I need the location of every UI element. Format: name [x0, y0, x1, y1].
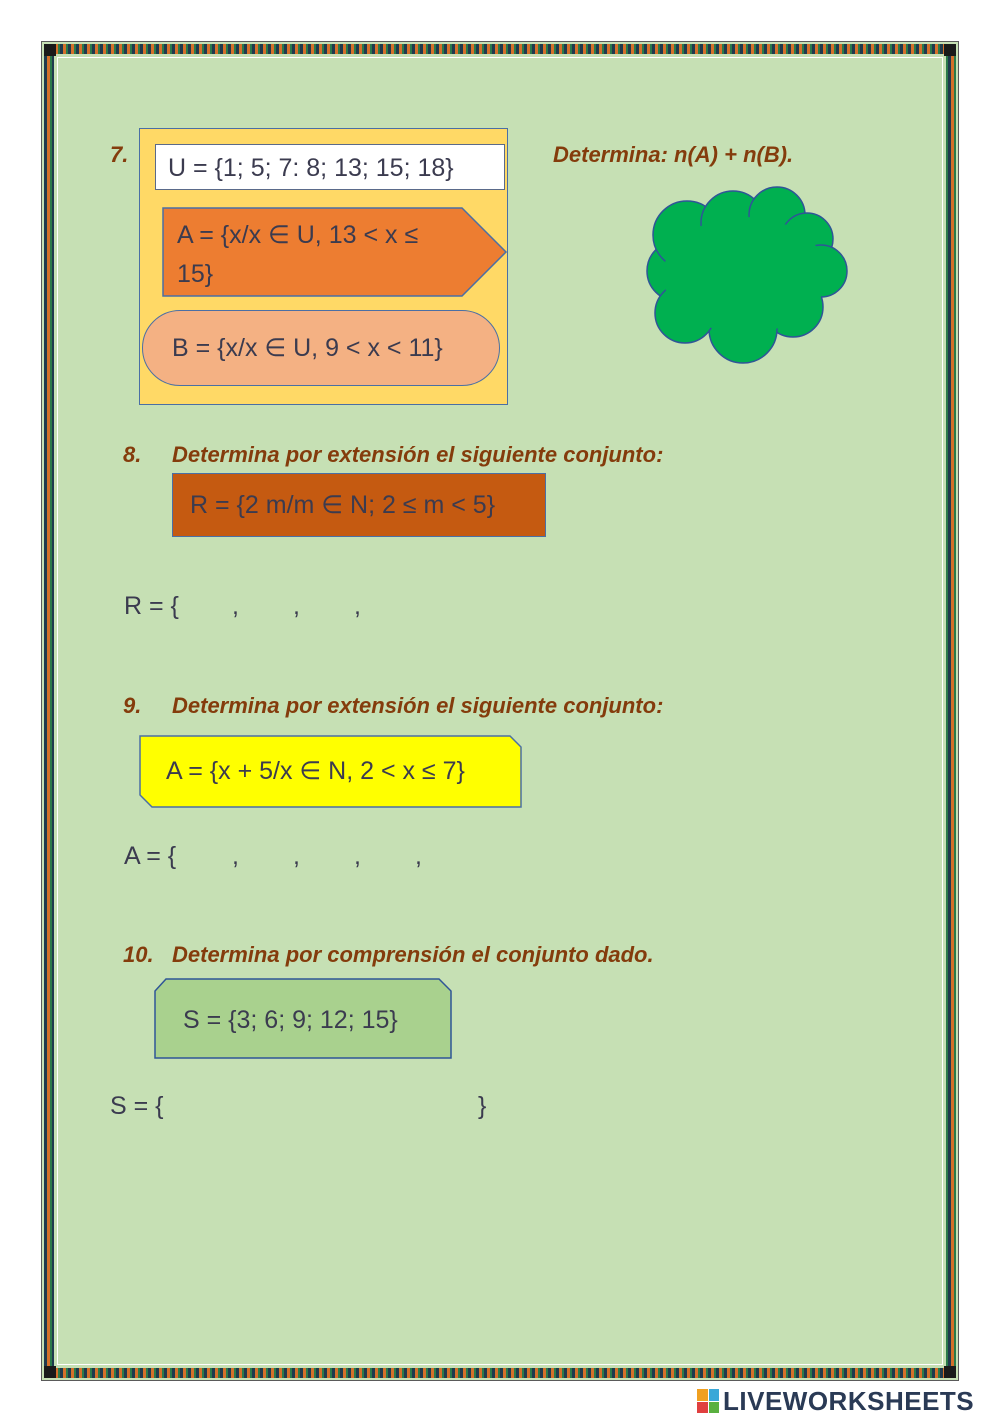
answer-r-comma: , [232, 592, 239, 620]
answer-a-prefix: A = { [124, 842, 177, 870]
question-9-number: 9. [123, 693, 142, 718]
answer-a-comma: , [293, 842, 300, 870]
liveworksheets-logo-text: LIVEWORKSHEETS [723, 1385, 975, 1416]
question-7-instruction: Determina: n(A) + n(B). [553, 142, 794, 167]
question-7-number: 7. [110, 142, 129, 167]
liveworksheets-logo-icon [697, 1389, 719, 1413]
cloud-shape [625, 183, 853, 367]
answer-s-suffix: } [478, 1092, 487, 1120]
border-corner [944, 44, 956, 56]
answer-a-comma: , [415, 842, 422, 870]
answer-s-prefix: S = { [110, 1092, 164, 1120]
answer-a-comma: , [354, 842, 361, 870]
border-corner [944, 1366, 956, 1378]
answer-r-prefix: R = { [124, 592, 179, 620]
set-b: B = {x/x ∈ U, 9 < x < 11} [172, 334, 443, 362]
answer-r-comma: , [354, 592, 361, 620]
border-corner [44, 44, 56, 56]
border-corner [44, 1366, 56, 1378]
set-a-line-1: A = {x/x ∈ U, 13 < x ≤ [177, 221, 419, 249]
answer-r-comma: , [293, 592, 300, 620]
set-a-line-2: 15} [177, 260, 214, 288]
set-s: S = {3; 6; 9; 12; 15} [183, 1006, 398, 1034]
answer-a-comma: , [232, 842, 239, 870]
set-r: R = {2 m/m ∈ N; 2 ≤ m < 5} [190, 491, 496, 519]
set-a9: A = {x + 5/x ∈ N, 2 < x ≤ 7} [166, 757, 465, 785]
question-10-instruction: Determina por comprensión el conjunto dado. [172, 942, 654, 967]
question-8-number: 8. [123, 442, 142, 467]
question-8-instruction: Determina por extensión el siguiente conjunto: [172, 442, 664, 467]
universe-set: U = {1; 5; 7: 8; 13; 15; 18} [168, 154, 454, 182]
question-10-number: 10. [123, 942, 154, 967]
liveworksheets-logo [697, 1386, 974, 1416]
question-9-instruction: Determina por extensión el siguiente conjunto: [172, 693, 664, 718]
